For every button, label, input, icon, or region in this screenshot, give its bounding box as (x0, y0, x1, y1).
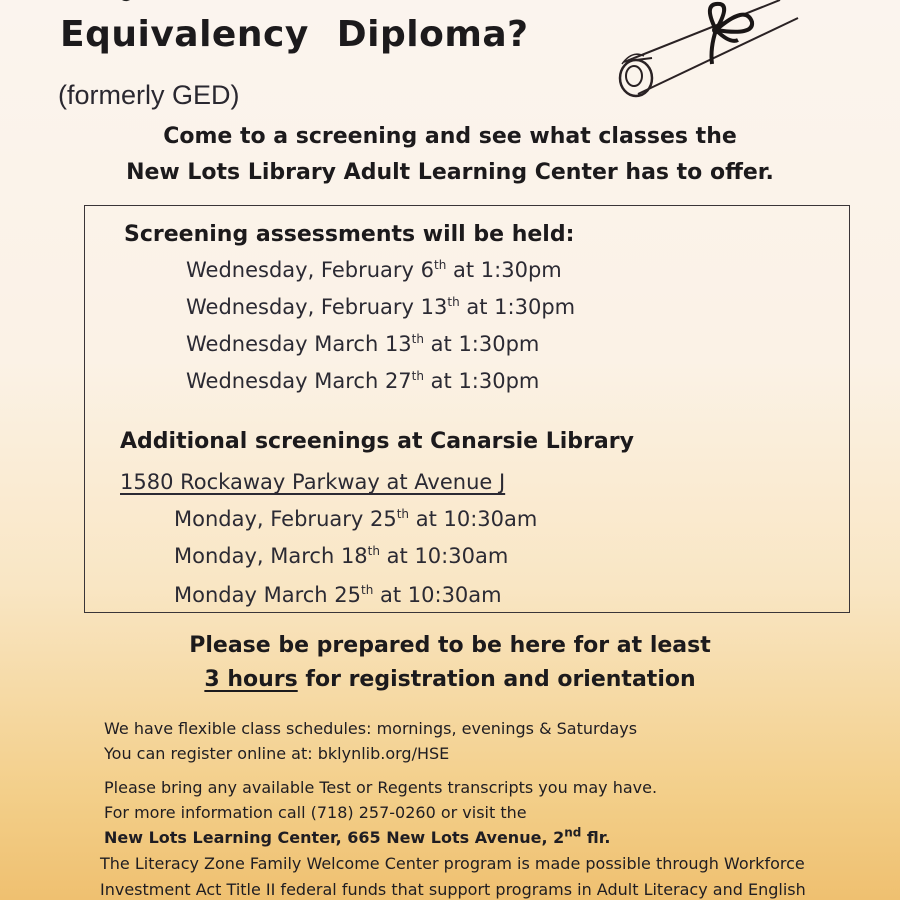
intro-line-2: New Lots Library Adult Learning Center has to offer. (126, 160, 774, 185)
diploma-scroll-icon (612, 0, 802, 100)
cut-top-text (60, 0, 580, 2)
prepare-line-2: 3 hours for registration and orientation (204, 667, 696, 692)
info-transcripts: Please bring any available Test or Regents transcripts you may have. (104, 778, 658, 797)
info-funding-1: The Literacy Zone Family Welcome Center program is made possible through Workforce (100, 854, 805, 873)
info-schedules: We have flexible class schedules: mornings, evenings & Saturdays (104, 719, 638, 738)
info-funding-2: Investment Act Title II federal funds that support programs in Adult Literacy and English (100, 880, 806, 899)
headline-word-2: Diploma? (336, 14, 529, 55)
screening-date-4: Wednesday March 27th at 1:30pm (186, 369, 540, 393)
screening-date-3: Wednesday March 13th at 1:30pm (186, 332, 540, 356)
info-more: For more information call (718) 257-0260 or visit the (104, 803, 527, 822)
headline-word-1: Equivalency (60, 14, 309, 55)
canarsie-heading: Additional screenings at Canarsie Library (120, 429, 634, 454)
screening-date-2: Wednesday, February 13th at 1:30pm (186, 295, 576, 319)
three-hours-text: 3 hours (204, 667, 298, 692)
canarsie-date-1: Monday, February 25th at 10:30am (174, 507, 538, 531)
screening-heading: Screening assessments will be held: (124, 222, 575, 247)
headline (60, 14, 529, 55)
info-register: You can register online at: bklynlib.org/HSE (104, 744, 450, 763)
canarsie-address: 1580 Rockaway Parkway at Avenue J (120, 470, 506, 494)
screening-date-1: Wednesday, February 6th at 1:30pm (186, 258, 562, 282)
canarsie-date-3: Monday March 25th at 10:30am (174, 583, 502, 607)
intro-line-1: Come to a screening and see what classes the (163, 124, 737, 149)
prepare-line-1: Please be prepared to be here for at least (189, 633, 711, 658)
canarsie-date-2: Monday, March 18th at 10:30am (174, 544, 509, 568)
info-location: New Lots Learning Center, 665 New Lots Avenue, 2nd flr. (104, 825, 611, 847)
formerly-ged-note: (formerly GED) (58, 80, 240, 110)
